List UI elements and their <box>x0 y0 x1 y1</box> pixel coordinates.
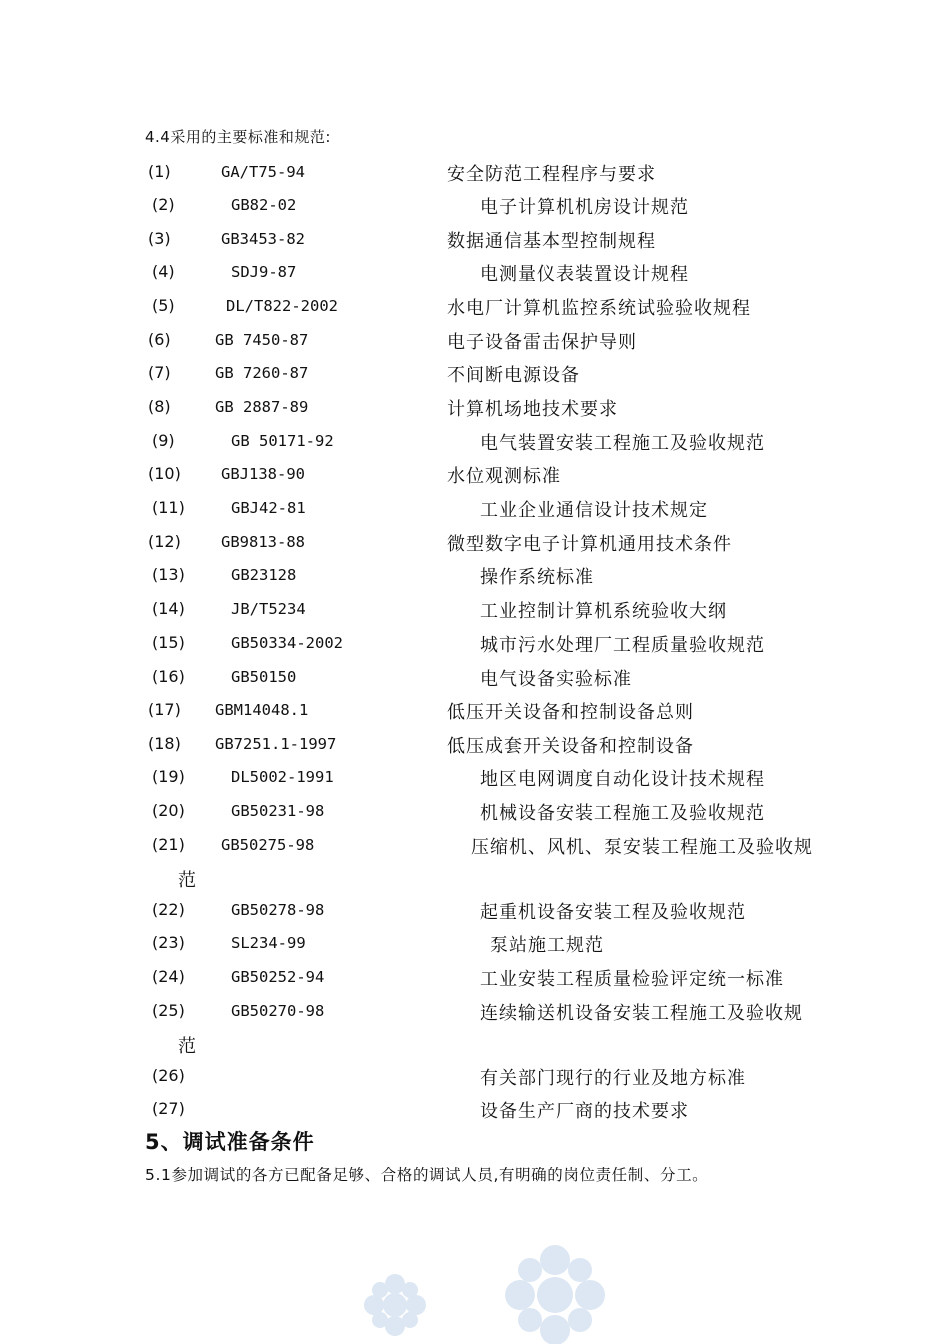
standard-number: (14) <box>152 599 185 618</box>
standard-code: GB50334-2002 <box>231 634 343 652</box>
standard-code: GB50278-98 <box>231 901 325 919</box>
standard-title: 电气设备实验标准 <box>480 669 632 690</box>
standard-title: 机械设备安装工程施工及验收规范 <box>480 803 765 824</box>
standard-number: (10) <box>148 464 181 483</box>
standard-title: 不间断电源设备 <box>447 365 580 386</box>
standard-code: GB 50171-92 <box>231 432 334 450</box>
standard-row <box>0 565 950 589</box>
standard-number: (7) <box>148 363 171 382</box>
standard-title: 低压开关设备和控制设备总则 <box>447 702 694 723</box>
standard-number: (13) <box>152 565 185 584</box>
standard-number: (2) <box>152 195 175 214</box>
standard-number: (1) <box>148 162 171 181</box>
standard-code: GB50275-98 <box>221 836 315 854</box>
standard-title: 设备生产厂商的技术要求 <box>480 1101 689 1122</box>
standard-title: 连续输送机设备安装工程施工及验收规 <box>480 1003 803 1024</box>
standard-title: 泵站施工规范 <box>490 935 604 956</box>
standard-title-wrap: 范 <box>178 870 196 891</box>
standard-title: 水电厂计算机监控系统试验验收规程 <box>447 298 751 319</box>
section-5-heading: 5、调试准备条件 <box>145 1130 315 1154</box>
standard-title: 电子计算机机房设计规范 <box>480 197 689 218</box>
standard-title: 水位观测标准 <box>447 466 561 487</box>
standard-title: 电测量仪表装置设计规程 <box>480 264 689 285</box>
standard-row <box>0 1099 950 1123</box>
standard-number: (24) <box>152 967 185 986</box>
standard-row <box>0 464 950 488</box>
section-4-4-heading: 4.4采用的主要标准和规范: <box>145 128 331 146</box>
standard-title: 工业控制计算机系统验收大纲 <box>480 601 727 622</box>
standard-code: GB50231-98 <box>231 802 325 820</box>
standard-title-wrap: 范 <box>178 1036 196 1057</box>
standard-number: (6) <box>148 330 171 349</box>
standard-code: GB7251.1-1997 <box>215 735 337 753</box>
standard-number: (20) <box>152 801 185 820</box>
standard-title: 低压成套开关设备和控制设备 <box>447 736 694 757</box>
standard-row <box>0 633 950 657</box>
standard-number: (16) <box>152 667 185 686</box>
standard-number: (23) <box>152 933 185 952</box>
standard-code: GBJ42-81 <box>231 499 306 517</box>
standard-code: GB 7260-87 <box>215 364 309 382</box>
standard-row <box>0 900 950 924</box>
standard-row <box>0 1066 950 1090</box>
standard-code: GB23128 <box>231 566 297 584</box>
standard-code: GA/T75-94 <box>221 163 305 181</box>
standard-row <box>0 734 950 758</box>
standard-number: (12) <box>148 532 181 551</box>
standard-row <box>0 801 950 825</box>
paragraph-5-1: 5.1参加调试的各方已配备足够、合格的调试人员,有明确的岗位责任制、分工。 <box>145 1166 709 1184</box>
standard-row <box>0 397 950 421</box>
standard-title: 微型数字电子计算机通用技术条件 <box>447 534 732 555</box>
standard-code: DL5002-1991 <box>231 768 334 786</box>
standard-code: GBJ138-90 <box>221 465 305 483</box>
standard-row <box>0 599 950 623</box>
standard-row <box>0 262 950 286</box>
standard-number: (18) <box>148 734 181 753</box>
standard-row <box>0 667 950 691</box>
standard-number: (26) <box>152 1066 185 1085</box>
standard-number: (17) <box>148 700 181 719</box>
standard-code: JB/T5234 <box>231 600 306 618</box>
standard-number: (8) <box>148 397 171 416</box>
standard-number: (9) <box>152 431 175 450</box>
standard-code: SDJ9-87 <box>231 263 297 281</box>
standard-number: (15) <box>152 633 185 652</box>
standard-row <box>0 700 950 724</box>
standard-number: (25) <box>152 1001 185 1020</box>
standard-title: 工业企业通信设计技术规定 <box>480 500 708 521</box>
standard-code: GB50270-98 <box>231 1002 325 1020</box>
standard-row <box>0 967 950 991</box>
standard-number: (4) <box>152 262 175 281</box>
standard-row <box>0 229 950 253</box>
snowflake-watermark-icon <box>500 1240 610 1344</box>
standard-row <box>0 296 950 320</box>
standard-row <box>0 767 950 791</box>
standard-code: GB9813-88 <box>221 533 305 551</box>
standard-number: (21) <box>152 835 185 854</box>
standard-row <box>0 431 950 455</box>
standard-row <box>0 835 950 859</box>
standard-title: 电子设备雷击保护导则 <box>447 332 637 353</box>
standard-title: 操作系统标准 <box>480 567 594 588</box>
standard-code: SL234-99 <box>231 934 306 952</box>
standard-code: GB50150 <box>231 668 297 686</box>
standard-title: 压缩机、风机、泵安装工程施工及验收规 <box>471 837 813 858</box>
standard-title: 工业安装工程质量检验评定统一标准 <box>480 969 784 990</box>
standard-row <box>0 532 950 556</box>
standard-title: 安全防范工程程序与要求 <box>447 164 656 185</box>
standard-title: 有关部门现行的行业及地方标准 <box>480 1068 746 1089</box>
standard-code: GBM14048.1 <box>215 701 309 719</box>
standard-code: DL/T822-2002 <box>226 297 338 315</box>
standard-number: (27) <box>152 1099 185 1118</box>
standard-row <box>0 363 950 387</box>
standard-row <box>0 195 950 219</box>
standard-row <box>0 933 950 957</box>
snowflake-watermark-icon <box>360 1270 430 1340</box>
standard-title: 城市污水处理厂工程质量验收规范 <box>480 635 765 656</box>
standard-title: 数据通信基本型控制规程 <box>447 231 656 252</box>
standard-code: GB82-02 <box>231 196 297 214</box>
standard-code: GB 2887-89 <box>215 398 309 416</box>
standard-code: GB50252-94 <box>231 968 325 986</box>
standard-number: (3) <box>148 229 171 248</box>
standard-number: (5) <box>152 296 175 315</box>
standard-row <box>0 330 950 354</box>
standard-number: (11) <box>152 498 185 517</box>
standard-number: (19) <box>152 767 185 786</box>
standard-title: 地区电网调度自动化设计技术规程 <box>480 769 765 790</box>
standard-row <box>0 1001 950 1025</box>
standard-title: 计算机场地技术要求 <box>447 399 618 420</box>
standard-title: 起重机设备安装工程及验收规范 <box>480 902 746 923</box>
standard-row <box>0 162 950 186</box>
standard-number: (22) <box>152 900 185 919</box>
standard-code: GB 7450-87 <box>215 331 309 349</box>
standard-code: GB3453-82 <box>221 230 305 248</box>
standard-row <box>0 498 950 522</box>
standard-title: 电气装置安装工程施工及验收规范 <box>480 433 765 454</box>
